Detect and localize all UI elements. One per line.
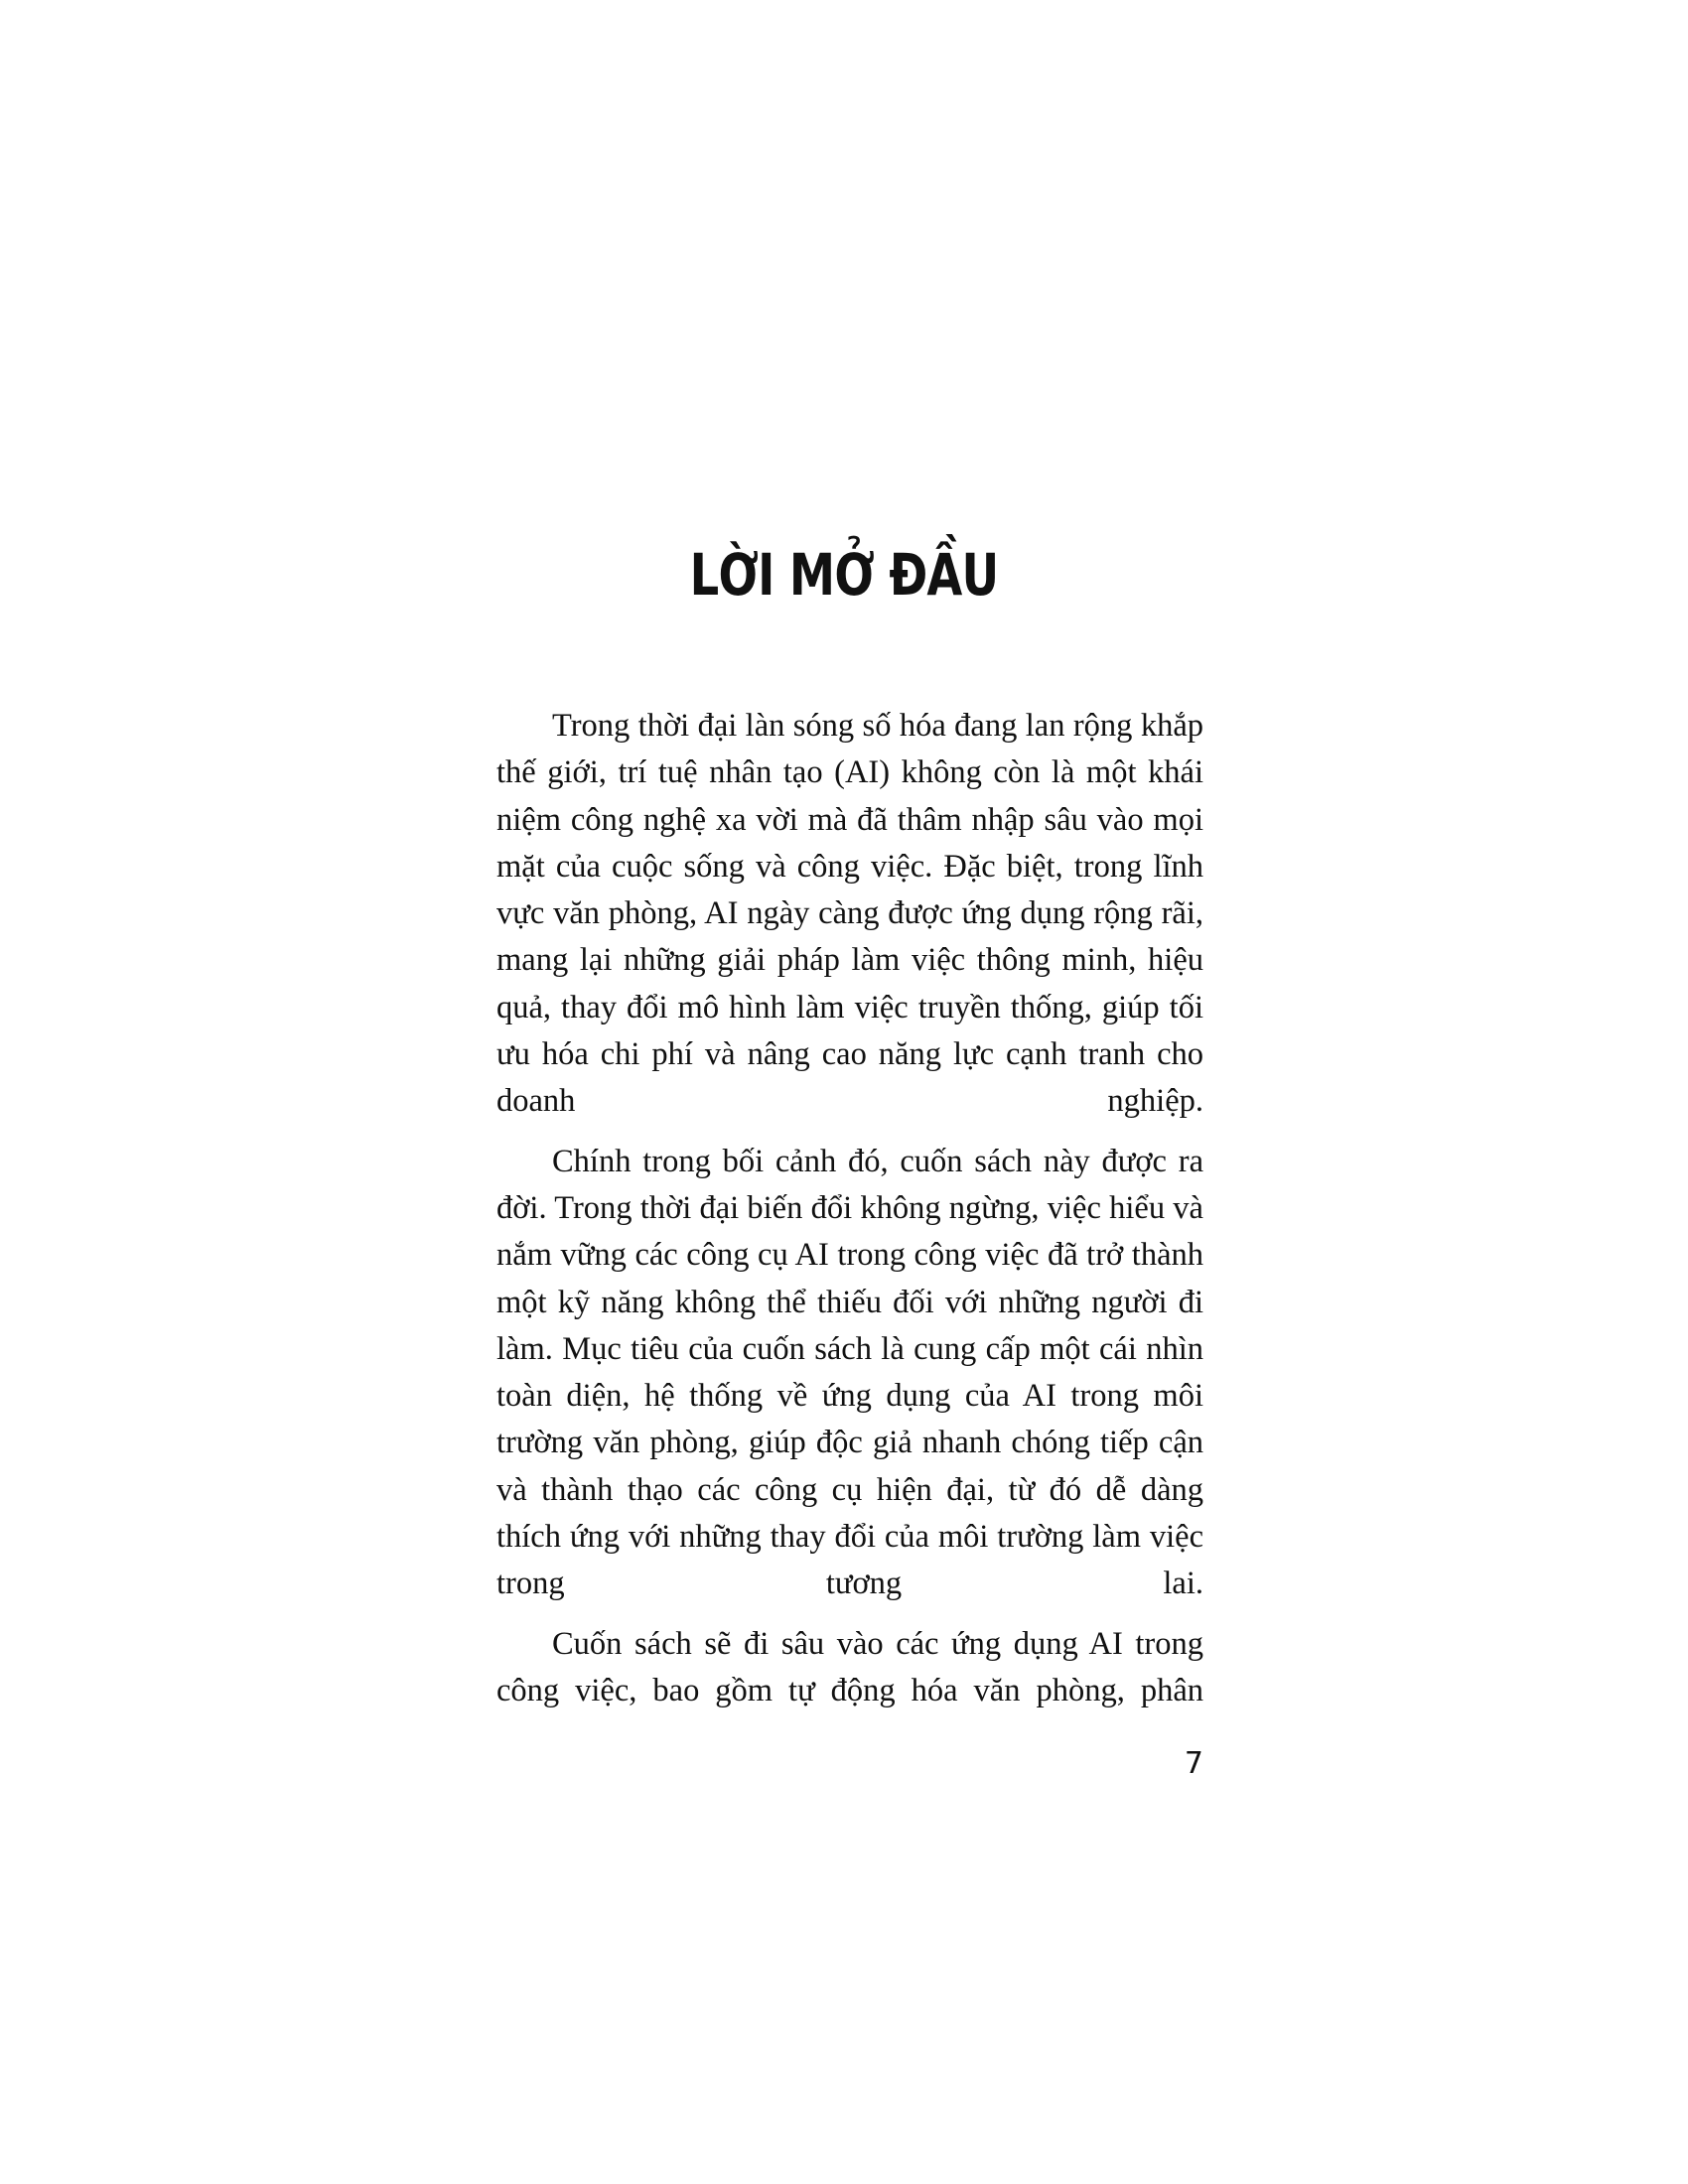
chapter-title: LỜI MỞ ĐẦU	[689, 541, 999, 609]
paragraph-1: Trong thời đại làn sóng số hóa đang lan rộng khắp thế giới, trí tuệ nhân tạo (AI) không còn là một khái niệm công nghệ xa vời mà đã thâm nhập sâu vào mọi mặt của cuộc sống và công việc. Đặc biệt, trong lĩnh vực văn phòng, AI ngày càng được ứng dụng rộng rãi, mang lại những giải pháp làm việc thông minh, hiệu quả, thay đổi mô hình làm việc truyền thống, giúp tối ưu hóa chi phí và nâng cao năng lực cạnh tranh cho doanh nghiệp.	[496, 708, 1203, 1120]
paragraph-2: Chính trong bối cảnh đó, cuốn sách này được ra đời. Trong thời đại biến đổi không ngừng, việc hiểu và nắm vững các công cụ AI trong công việc đã trở thành một kỹ năng không thể thiếu đối với những người đi làm. Mục tiêu của cuốn sách là cung cấp một cái nhìn toàn diện, hệ thống về ứng dụng của AI trong môi trường văn phòng, giúp độc giả nhanh chóng tiếp cận và thành thạo các công cụ hiện đại, từ đó dễ dàng thích ứng với những thay đổi của môi trường làm việc trong tương lai.	[496, 1143, 1203, 1602]
body-text	[496, 703, 1203, 1727]
page-number: 7	[1184, 1746, 1203, 1781]
paragraph-3: Cuốn sách sẽ đi sâu vào các ứng dụng AI trong công việc, bao gồm tự động hóa văn phòng, phân	[496, 1625, 1203, 1708]
